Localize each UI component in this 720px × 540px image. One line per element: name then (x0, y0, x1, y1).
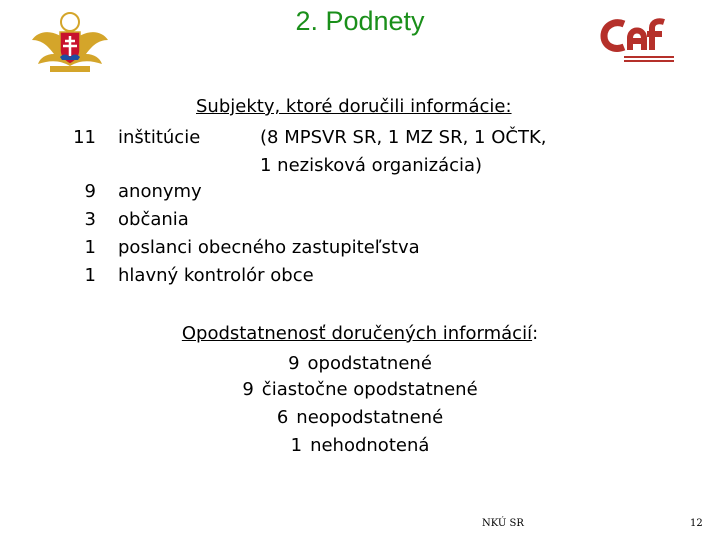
list-item (0, 378, 720, 402)
item-count: 1 (84, 265, 96, 286)
item-count: 3 (84, 209, 96, 230)
footer-org: NKÚ SR (482, 518, 524, 529)
item-count: 9 (242, 379, 254, 400)
item-detail: 1 nezisková organizácia) (260, 155, 483, 176)
item-label: opodstatnené (307, 353, 432, 374)
subjects-heading: Subjekty, ktoré doručili informácie: (196, 96, 512, 117)
relevance-heading-suffix: : (532, 323, 539, 344)
item-label: neopodstatnené (296, 407, 444, 428)
item-label: poslanci obecného zastupiteľstva (118, 237, 420, 258)
slide-title: 2. Podnety (295, 6, 425, 36)
list-item (0, 352, 720, 376)
nku-crest-logo (30, 10, 110, 76)
item-label: čiastočne opodstatnené (261, 379, 478, 400)
caf-logo (600, 14, 682, 66)
relevance-heading-line (0, 322, 720, 346)
item-label: inštitúcie (118, 127, 201, 148)
item-count: 1 (84, 237, 96, 258)
list-item (0, 434, 720, 458)
item-count: 9 (84, 181, 96, 202)
item-count: 9 (288, 353, 300, 374)
item-count: 11 (73, 127, 96, 148)
item-label: hlavný kontrolór obce (118, 265, 314, 286)
item-count: 6 (276, 407, 289, 428)
relevance-heading: Opodstatnenosť doručených informácií (181, 323, 533, 344)
item-label: nehodnotená (310, 435, 430, 456)
item-count: 1 (290, 435, 303, 456)
item-detail: (8 MPSVR SR, 1 MZ SR, 1 OČTK, (260, 127, 547, 148)
page-number: 12 (690, 518, 703, 529)
item-label: občania (118, 209, 189, 230)
list-item (0, 406, 720, 430)
item-label: anonymy (118, 181, 202, 202)
